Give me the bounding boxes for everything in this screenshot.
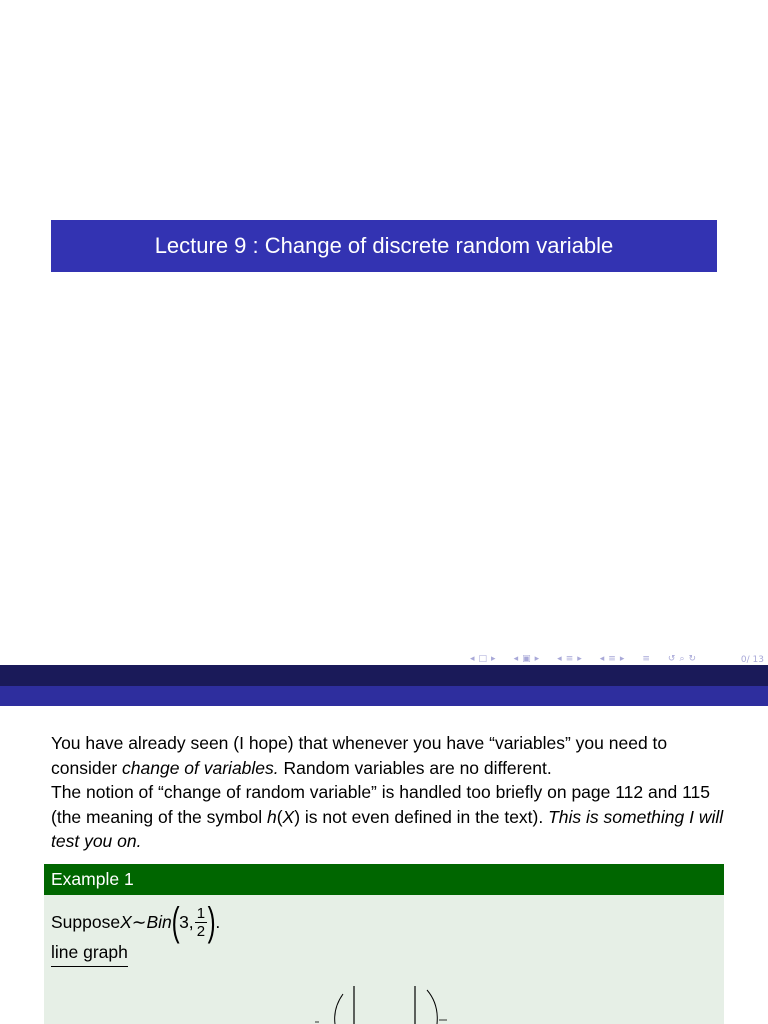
subsection-icon[interactable]: ≡ xyxy=(608,654,616,664)
line-graph-label xyxy=(51,942,128,967)
distribution-name: Bin xyxy=(146,911,172,932)
subframe-prev-icon[interactable]: ◂ xyxy=(513,654,519,664)
frame-icon[interactable]: □ xyxy=(478,654,488,664)
period: . xyxy=(215,911,221,932)
section-icon[interactable]: ≡ xyxy=(565,654,574,664)
line-graph-text: line graph xyxy=(51,942,128,962)
variable-x: X xyxy=(120,911,132,932)
suppose-text: Suppose xyxy=(51,911,121,932)
lecture-title xyxy=(51,220,717,272)
lecture-title-text: Lecture 9 : Change of discrete random variable xyxy=(154,233,614,258)
sim-symbol: ∼ xyxy=(131,911,147,932)
example-heading xyxy=(44,864,724,895)
section-prev-icon[interactable]: ◂ xyxy=(557,654,562,664)
para2-emphasis: This is something I will test you on. xyxy=(51,806,724,851)
paren-open: ( xyxy=(276,806,283,827)
symbol-x: X xyxy=(282,806,295,827)
back-icon[interactable]: ↺ xyxy=(667,654,676,664)
left-paren: ( xyxy=(171,900,180,944)
symbol-h: h xyxy=(266,806,277,827)
example-block xyxy=(44,864,724,1024)
trials-arg: 3, xyxy=(179,911,194,932)
align-icon[interactable]: ≡ xyxy=(642,654,650,664)
frame-prev-icon[interactable]: ◂ xyxy=(470,654,475,664)
slide-header-bar xyxy=(0,686,768,706)
example-statement xyxy=(51,898,220,946)
zoom-icon[interactable]: ⌕ xyxy=(679,654,685,664)
para1-emphasis: change of variables. xyxy=(122,757,279,778)
para2-text: The notion of “change of random variable” is handled too briefly on page 112 and 115 (the meaning of the symbol xyxy=(51,782,710,827)
forward-icon[interactable]: ↻ xyxy=(688,654,697,664)
para1-text: You have already seen (I hope) that whenever you have “variables” you need to consider xyxy=(51,733,668,778)
fraction-numerator: 1 xyxy=(196,904,206,922)
subframe-next-icon[interactable]: ▸ xyxy=(534,654,540,664)
slide-body-text xyxy=(51,731,731,854)
cut-off-formula-fragment xyxy=(309,982,449,1024)
frame-next-icon[interactable]: ▸ xyxy=(491,654,496,664)
section-next-icon[interactable]: ▸ xyxy=(577,654,582,664)
subsection-prev-icon[interactable]: ◂ xyxy=(599,654,605,664)
paragraph-1 xyxy=(51,731,731,780)
right-paren: ) xyxy=(207,900,216,944)
subsection-next-icon[interactable]: ▸ xyxy=(619,654,625,664)
slide-header-dark-bar xyxy=(0,665,768,686)
para2-text-mid: is not even defined in the text). xyxy=(300,806,549,827)
para1-text-end: Random variables are no different. xyxy=(278,757,552,778)
paragraph-2 xyxy=(51,780,731,854)
probability-fraction xyxy=(195,905,207,940)
example-heading-text: Example 1 xyxy=(51,869,134,889)
paren-close: ) xyxy=(294,806,301,827)
subframe-icon[interactable]: ▣ xyxy=(522,654,531,664)
beamer-navigation-bar xyxy=(470,652,768,666)
page-number: 0/ 13 xyxy=(740,655,764,665)
fraction-denominator: 2 xyxy=(196,922,206,940)
